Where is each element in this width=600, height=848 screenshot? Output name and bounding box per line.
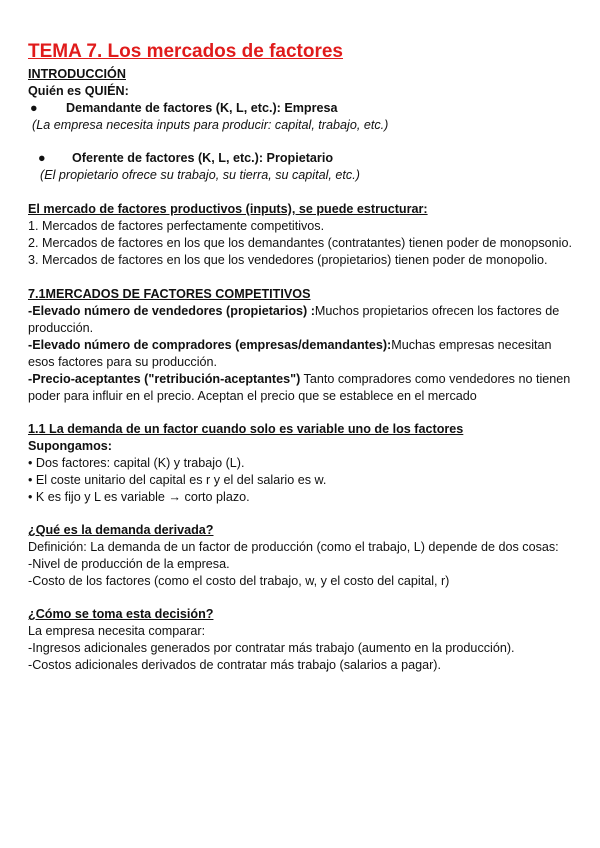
demandante-note: (La empresa necesita inputs para producir: capital, trabajo, etc.) [32, 118, 389, 132]
oferente-text: Oferente de factores (K, L, etc.): Propietario [72, 151, 334, 165]
oferente-note: (El propietario ofrece su trabajo, su tierra, su capital, etc.) [40, 168, 360, 182]
demandante-item [28, 100, 580, 117]
derived-definition: Definición: La demanda de un factor de producción (como el trabajo, L) depende de dos cosas: [28, 540, 559, 554]
oferente-item [28, 150, 580, 167]
demand-heading: 1.1 La demanda de un factor cuando solo es variable uno de los factores [28, 422, 464, 436]
demand-item: • El coste unitario del capital es r y el del salario es w. [28, 473, 327, 487]
competitive-item [28, 371, 580, 405]
decision-heading: ¿Cómo se toma esta decisión? [28, 607, 214, 621]
structure-item: 3. Mercados de factores en los que los vendedores (propietarios) tienen poder de monopolio. [28, 253, 548, 267]
competitive-item-text: Muchos propietarios ofrecen los factores de producción. [28, 304, 560, 335]
structure-item: 2. Mercados de factores en los que los demandantes (contratantes) tienen poder de monopsonio. [28, 236, 572, 250]
structure-item: 1. Mercados de factores perfectamente competitivos. [28, 219, 325, 233]
competitive-section [28, 286, 580, 405]
derived-item: -Nivel de producción de la empresa. [28, 557, 230, 571]
demand-section [28, 421, 580, 506]
structure-section [28, 201, 580, 269]
competitive-heading: 7.1MERCADOS DE FACTORES COMPETITIVOS [28, 287, 311, 301]
bullet-icon: ● [30, 101, 38, 115]
decision-intro: La empresa necesita comparar: [28, 624, 206, 638]
competitive-item-label: -Elevado número de compradores (empresas/demandantes): [28, 338, 392, 352]
demand-item: • K es fijo y L es variable → corto plazo. [28, 490, 250, 504]
derived-heading: ¿Qué es la demanda derivada? [28, 523, 214, 537]
competitive-item-label: -Elevado número de vendedores (propietarios) : [28, 304, 315, 318]
decision-section [28, 606, 580, 674]
intro-heading: INTRODUCCIÓN [28, 67, 126, 81]
derived-item: -Costo de los factores (como el costo del trabajo, w, y el costo del capital, r) [28, 574, 450, 588]
competitive-item-label: -Precio-aceptantes ("retribución-aceptantes") [28, 372, 301, 386]
demand-item: • Dos factores: capital (K) y trabajo (L). [28, 456, 245, 470]
bullet-icon: ● [38, 151, 46, 165]
decision-item: -Costos adicionales derivados de contratar más trabajo (salarios a pagar). [28, 658, 441, 672]
derived-section [28, 522, 580, 590]
competitive-item-text: Muchas empresas necesitan esos factores para su producción. [28, 338, 552, 369]
competitive-item [28, 303, 580, 337]
intro-section [28, 66, 580, 184]
decision-item: -Ingresos adicionales generados por contratar más trabajo (aumento en la producción). [28, 641, 515, 655]
structure-heading: El mercado de factores productivos (inputs), se puede estructurar: [28, 202, 428, 216]
competitive-item [28, 337, 580, 371]
demandante-text: Demandante de factores (K, L, etc.): Empresa [66, 101, 338, 115]
demand-sub: Supongamos: [28, 439, 112, 453]
intro-question: Quién es QUIÉN: [28, 84, 129, 98]
competitive-item-text: Tanto compradores como vendedores no tienen poder para influir en el precio. Aceptan el precio que se establece en el mercado [28, 372, 571, 403]
document-title: TEMA 7. Los mercados de factores [28, 41, 344, 62]
